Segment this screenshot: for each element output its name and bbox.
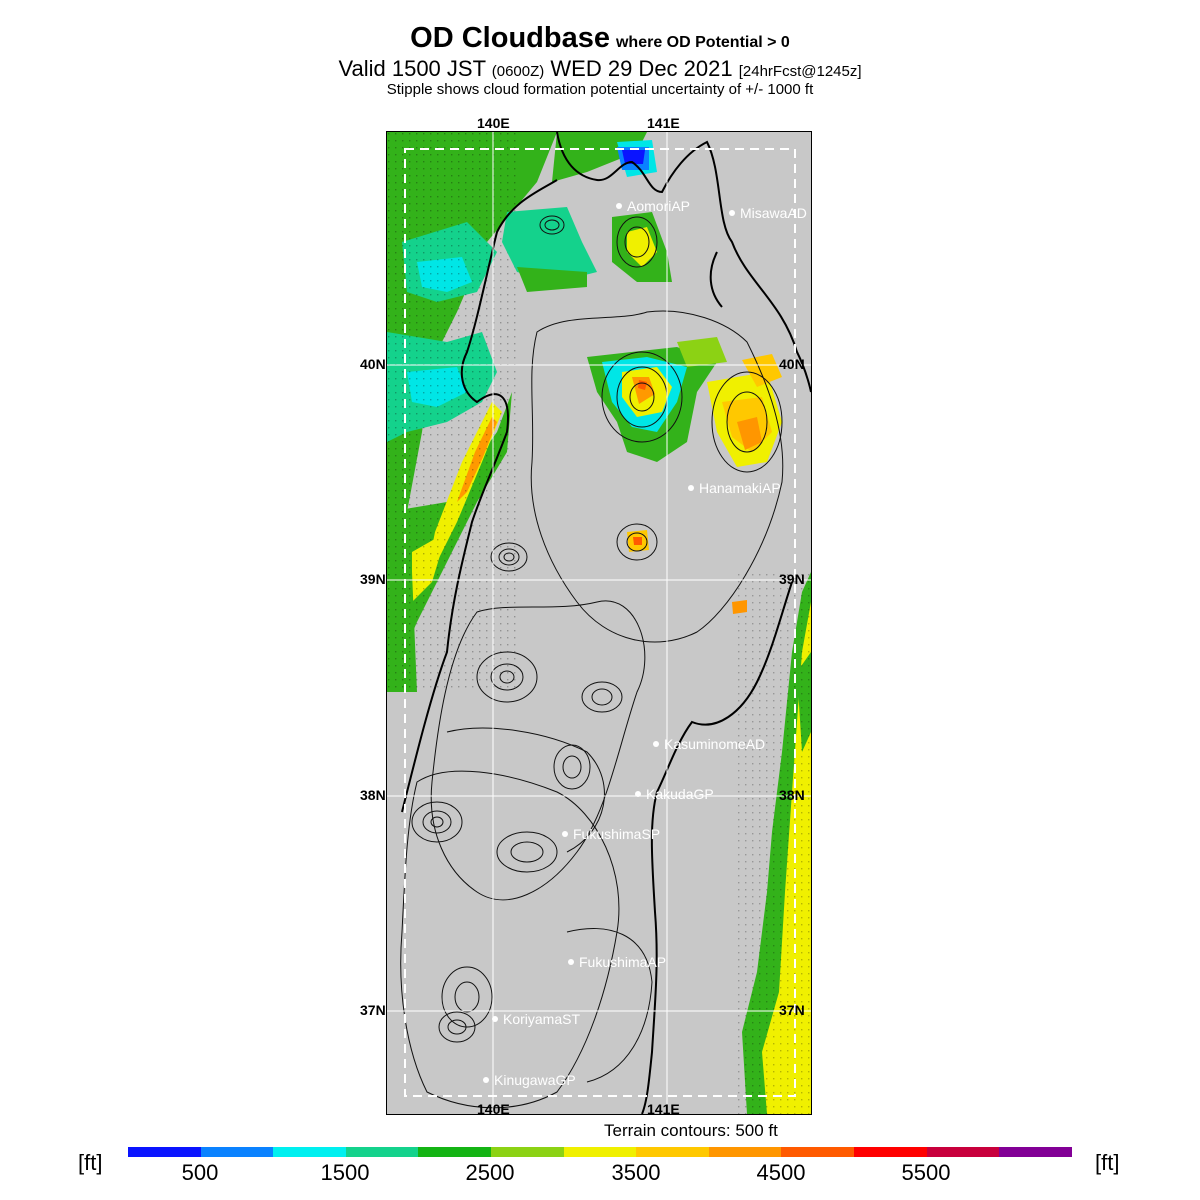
colorbar-swatch	[491, 1147, 564, 1157]
valid-prefix: Valid 1500 JST	[338, 56, 486, 81]
lon-label-bottom: 140E	[477, 1101, 510, 1117]
station-label: KoriyamaST	[503, 1011, 581, 1027]
title-main: OD Cloudbase	[410, 22, 610, 54]
stipple-east	[737, 572, 811, 1114]
lon-label-top: 140E	[477, 115, 510, 131]
title-condition: where OD Potential > 0	[615, 34, 790, 51]
lat-label-left: 37N	[360, 1002, 386, 1018]
lat-label-left: 38N	[360, 787, 386, 803]
station-label: KinugawaGP	[494, 1072, 576, 1088]
colorbar-swatch	[418, 1147, 491, 1157]
colorbar-swatch	[854, 1147, 927, 1157]
colorbar-swatch	[201, 1147, 274, 1157]
colorbar-tick-label: 1500	[320, 1160, 370, 1185]
valid-date: WED 29 Dec 2021	[550, 56, 733, 81]
colorbar-swatch	[128, 1147, 201, 1157]
subtitle: Stipple shows cloud formation potential uncertainty of +/- 1000 ft	[386, 81, 814, 98]
lon-label-bottom: 141E	[647, 1101, 680, 1117]
colorbar-swatch	[927, 1147, 1000, 1157]
colorbar-swatch	[273, 1147, 346, 1157]
colorbar-tick-label: 3500	[611, 1160, 661, 1185]
colorbar-swatch	[564, 1147, 637, 1157]
colorbar-unit-right: [ft]	[1095, 1150, 1120, 1175]
lat-label-left: 39N	[360, 571, 386, 587]
valid-time	[0, 56, 1200, 82]
lat-label-left: 40N	[360, 356, 386, 372]
colorbar-swatch	[636, 1147, 709, 1157]
station-label: MisawaAD	[740, 205, 807, 221]
lat-label-right: 37N	[779, 1002, 805, 1018]
station-label: FukushimaAP	[579, 954, 667, 970]
forecast-info: [24hrFcst@1245z]	[738, 63, 862, 80]
title	[0, 22, 1200, 55]
station-label: HanamakiAP	[699, 480, 781, 496]
lat-label-right: 38N	[779, 787, 805, 803]
colorbar-tick-label: 2500	[465, 1160, 515, 1185]
terrain-contour-note: Terrain contours: 500 ft	[604, 1121, 778, 1140]
valid-utc: (0600Z)	[491, 63, 545, 80]
station-label: FukushimaSP	[573, 826, 661, 842]
colorbar-tick-label: 500	[181, 1160, 219, 1185]
lat-label-right: 39N	[779, 571, 805, 587]
station-label: KasuminomeAD	[664, 736, 766, 752]
colorbar-unit-left: [ft]	[78, 1150, 103, 1175]
map-panel	[386, 131, 812, 1115]
station-label: KakudaGP	[646, 786, 714, 802]
colorbar-swatch	[709, 1147, 782, 1157]
colorbar-swatch	[781, 1147, 854, 1157]
lon-label-top: 141E	[647, 115, 680, 131]
colorbar-swatch	[346, 1147, 419, 1157]
lat-label-right: 40N	[779, 356, 805, 372]
station-label: AomoriAP	[627, 198, 691, 214]
colorbar-tick-label: 5500	[901, 1160, 951, 1185]
colorbar	[128, 1147, 1072, 1157]
colorbar-tick-label: 4500	[756, 1160, 806, 1185]
colorbar-swatch	[999, 1147, 1072, 1157]
